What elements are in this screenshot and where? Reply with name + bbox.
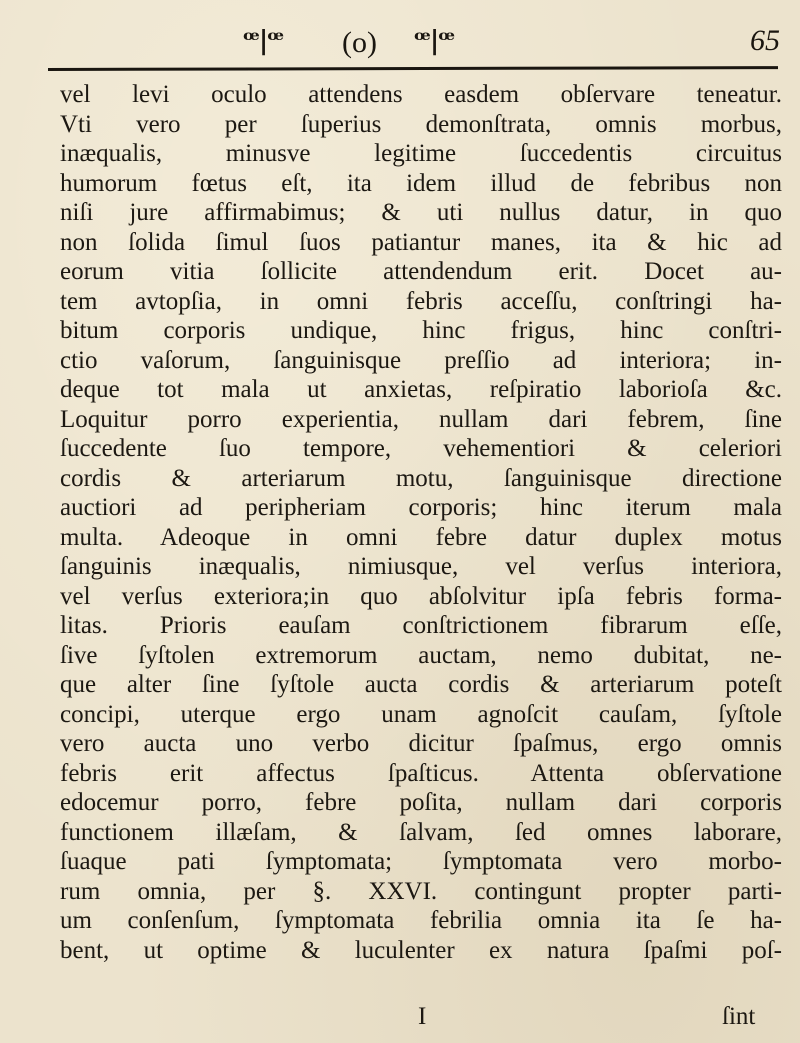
text-line: ſive ſyſtolen extremorum auctam, nemo dubitat, ne- bbox=[60, 641, 782, 669]
text-line: auctiori ad peripheriam corporis; hinc iterum mala bbox=[60, 494, 782, 521]
text-line: multa. Adeoque in omni febre datur duplex motus bbox=[60, 523, 782, 551]
text-line: Loquitur porro experientia, nullam dari febrem, ſine bbox=[60, 405, 782, 433]
text-line: bitum corporis undique, hinc frigus, hinc conſtri- bbox=[60, 317, 782, 344]
text-line: niſi jure affirmabimus; & uti nullus datur, in quo bbox=[60, 199, 782, 226]
text-line: vero aucta uno verbo dicitur ſpaſmus, ergo omnis bbox=[60, 730, 782, 757]
text-line: vel verſus exteriora;in quo abſolvitur ipſa febris forma- bbox=[60, 582, 782, 610]
text-line: que alter ſine ſyſtole aucta cordis & arteriarum poteſt bbox=[60, 671, 782, 698]
text-line: um conſenſum, ſymptomata febrilia omnia ita ſe ha- bbox=[60, 907, 782, 934]
text-line: vel levi oculo attendens easdem obſervare teneatur. bbox=[60, 81, 782, 108]
signature-mark: I bbox=[418, 1003, 427, 1030]
text-line: edocemur porro, febre poſita, nullam dari corporis bbox=[60, 789, 782, 816]
text-line: inæqualis, minusve legitime ſuccedentis circuitus bbox=[60, 140, 782, 167]
text-line: functionem illæſam, & ſalvam, ſed omnes laborare, bbox=[60, 818, 782, 846]
text-line: ſuaque pati ſymptomata; ſymptomata vero morbo- bbox=[60, 848, 782, 875]
text-line: deque tot mala ut anxietas, reſpiratio laborioſa &c. bbox=[60, 376, 782, 403]
text-line: ſuccedente ſuo tempore, vehementiori & celeriori bbox=[60, 435, 782, 462]
ornament-right: ꟹ|ꟹ bbox=[414, 26, 455, 56]
page-number: 65 bbox=[750, 24, 780, 57]
text-line: rum omnia, per §. XXVI. contingunt propter parti- bbox=[60, 877, 782, 905]
header-signature-mark: (o) bbox=[342, 26, 377, 59]
text-line: bent, ut optime & luculenter ex natura ſpaſmi poſ- bbox=[60, 936, 782, 964]
text-line: ſanguinis inæqualis, nimiusque, vel verſus interiora, bbox=[60, 553, 782, 580]
text-line: ctio vaſorum, ſanguinisque preſſio ad interiora; in- bbox=[60, 346, 782, 374]
text-line: litas. Prioris eauſam conſtrictionem fibrarum eſſe, bbox=[60, 612, 782, 639]
ornament-left: ꟹ|ꟹ bbox=[243, 26, 284, 56]
text-line: eorum vitia ſollicite attendendum erit. Docet au- bbox=[60, 258, 782, 285]
text-line: cordis & arteriarum motu, ſanguinisque directione bbox=[60, 464, 782, 492]
body-text bbox=[60, 80, 782, 965]
text-line: Vti vero per ſuperius demonſtrata, omnis morbus, bbox=[60, 110, 782, 138]
text-line: tem avtopſia, in omni febris acceſſu, conſtringi ha- bbox=[60, 287, 782, 315]
text-line: non ſolida ſimul ſuos patiantur manes, ita & hic ad bbox=[60, 228, 782, 256]
catchword: ſint bbox=[722, 1003, 756, 1030]
footer-line bbox=[0, 1003, 800, 1033]
text-line: febris erit affectus ſpaſticus. Attenta obſervatione bbox=[60, 759, 782, 787]
text-line: humorum fœtus eſt, ita idem illud de febribus non bbox=[60, 169, 782, 197]
text-line: concipi, uterque ergo unam agnoſcit cauſam, ſyſtole bbox=[60, 700, 782, 728]
